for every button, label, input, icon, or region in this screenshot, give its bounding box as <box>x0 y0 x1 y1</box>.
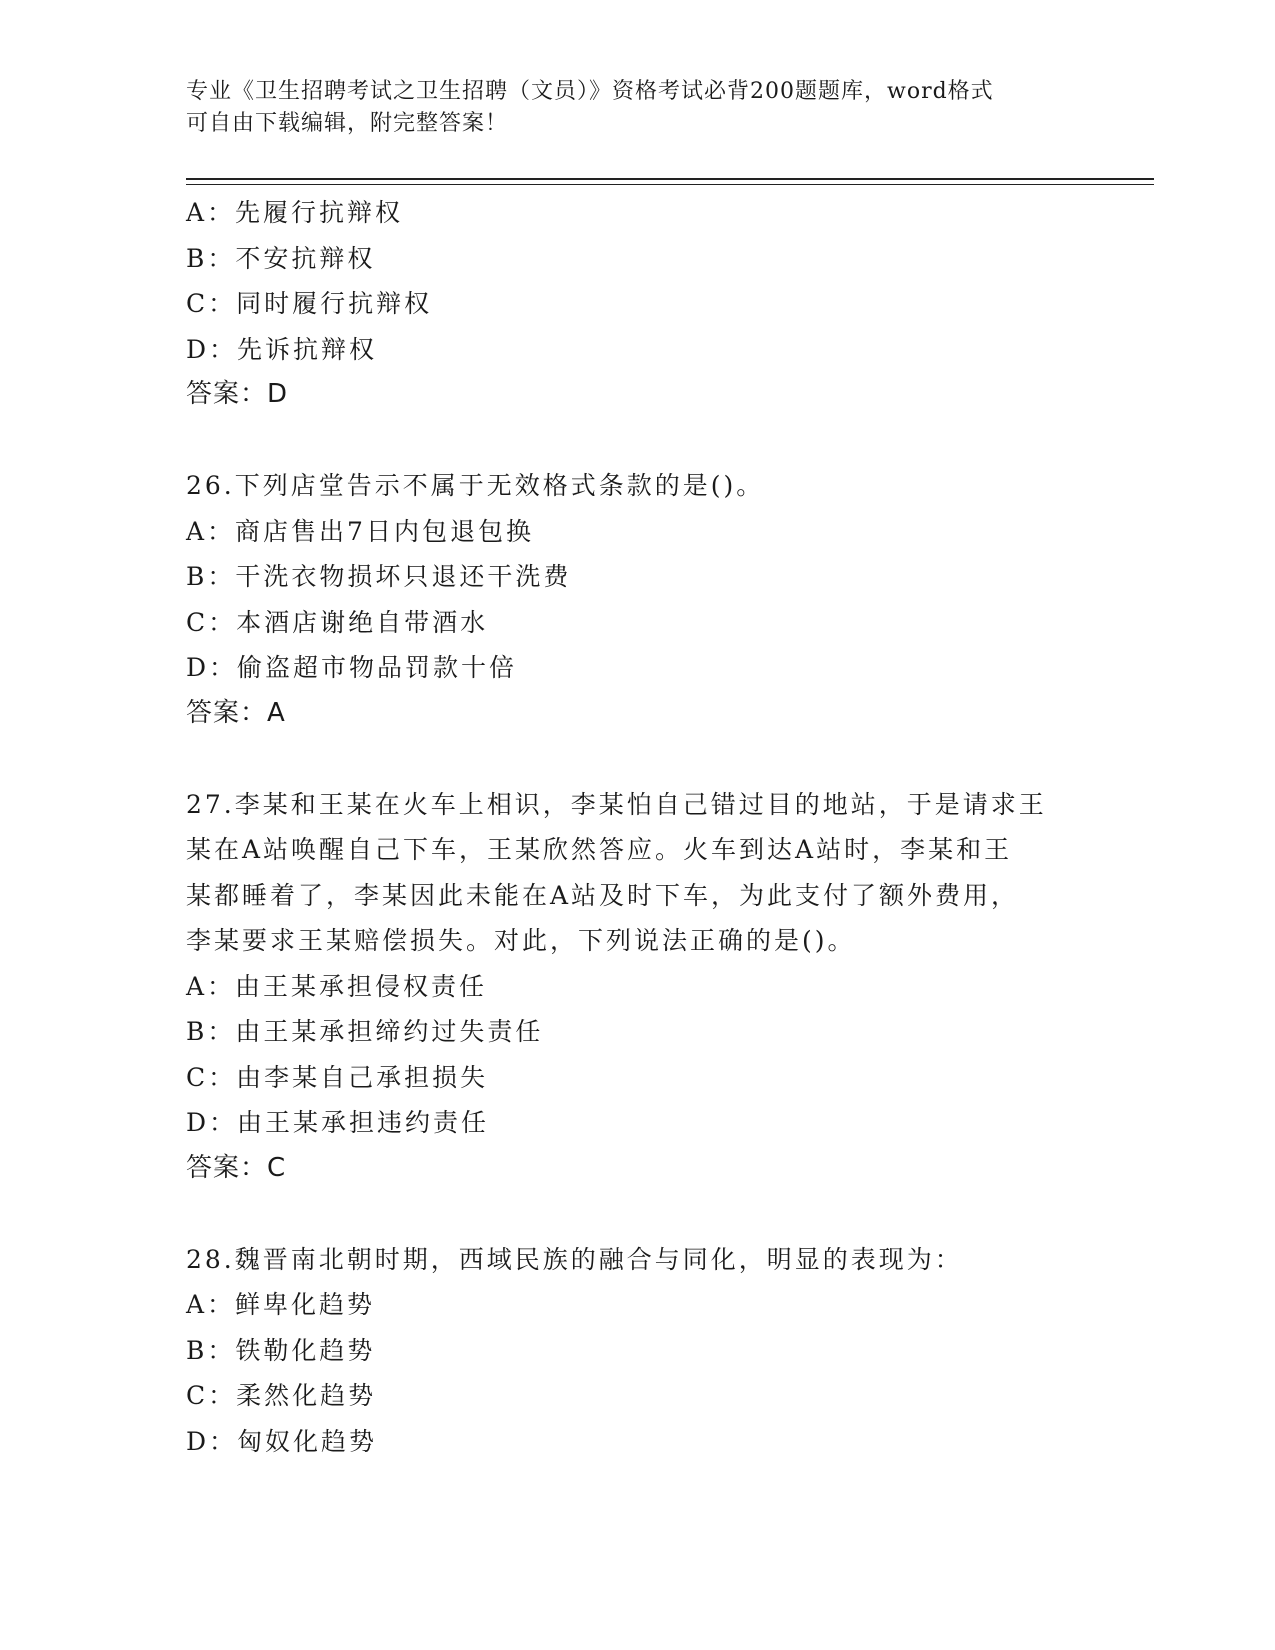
option-a: A：商店售出7日内包退包换 <box>186 516 534 546</box>
option-b: B：干洗衣物损坏只退还干洗费 <box>186 562 572 591</box>
option-c: C：柔然化趋势 <box>186 1381 377 1410</box>
header-divider-thin <box>186 184 1154 185</box>
question-block-27 <box>186 782 1066 1192</box>
question-stem-line-3: 某都睡着了，李某因此未能在A站及时下车，为此支付了额外费用， <box>186 880 1020 910</box>
option-c: C：由李某自己承担损失 <box>186 1062 489 1092</box>
option-a: A：鲜卑化趋势 <box>186 1290 376 1319</box>
question-stem: 28.魏晋南北朝时期，西域民族的融合与同化，明显的表现为： <box>186 1244 963 1274</box>
option-b: B：铁勒化趋势 <box>186 1335 376 1365</box>
document-header <box>186 76 1086 140</box>
question-stem-line-2: 某在A站唤醒自己下车，王某欣然答应。火车到达A站时，李某和王 <box>186 835 1013 864</box>
option-b: B：由王某承担缔约过失责任 <box>186 1017 544 1046</box>
header-line-1: 专业《卫生招聘考试之卫生招聘（文员）》资格考试必背200题题库，word格式 <box>186 79 994 104</box>
option-d: D：由王某承担违约责任 <box>186 1108 490 1137</box>
spacer <box>186 418 1066 464</box>
question-block-26 <box>186 463 1066 736</box>
option-a: A：由王某承担侵权责任 <box>186 971 488 1001</box>
question-block-25 <box>186 190 1066 418</box>
question-block-28 <box>186 1237 1066 1465</box>
answer-text: 答案：A <box>186 697 286 728</box>
question-stem: 26.下列店堂告示不属于无效格式条款的是()。 <box>186 471 765 500</box>
option-d: D：匈奴化趋势 <box>186 1426 378 1456</box>
question-list <box>186 190 1066 1464</box>
header-divider-thick <box>186 178 1154 180</box>
option-d: D：偷盗超市物品罚款十倍 <box>186 653 518 682</box>
option-b: B：不安抗辩权 <box>186 243 376 273</box>
spacer <box>186 736 1066 782</box>
question-stem-line-1: 27.李某和王某在火车上相识，李某怕自己错过目的地站，于是请求王 <box>186 789 1047 819</box>
question-stem-line-4: 李某要求王某赔偿损失。对此，下列说法正确的是()。 <box>186 926 856 955</box>
option-c: C：本酒店谢绝自带酒水 <box>186 607 489 637</box>
spacer <box>186 1191 1066 1237</box>
option-c: C：同时履行抗辩权 <box>186 289 433 318</box>
header-line-2: 可自由下载编辑，附完整答案！ <box>186 111 509 136</box>
answer-text: 答案：D <box>186 379 289 409</box>
option-d: D：先诉抗辩权 <box>186 334 378 364</box>
option-a: A：先履行抗辩权 <box>186 198 404 227</box>
answer-text: 答案：C <box>186 1152 287 1183</box>
